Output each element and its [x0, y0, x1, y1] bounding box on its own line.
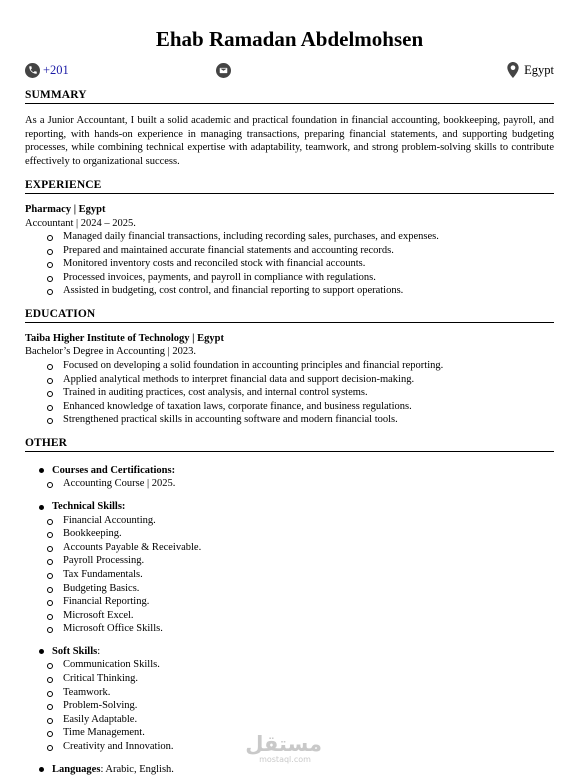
- contact-row: [25, 59, 554, 81]
- list-item: Creativity and Innovation.: [25, 740, 554, 754]
- list-item: Prepared and maintained accurate financial statements and accounting records.: [25, 244, 554, 258]
- other-heading: OTHER: [25, 436, 554, 452]
- languages-label: Languages: [52, 763, 101, 775]
- technical-skills-group: [25, 500, 554, 636]
- experience-org: Pharmacy | Egypt: [25, 204, 106, 215]
- resume-page: [25, 25, 554, 776]
- languages-group: [25, 763, 554, 777]
- list-item: Bookkeeping.: [25, 527, 554, 541]
- courses-list: [25, 477, 554, 491]
- experience-heading: EXPERIENCE: [25, 178, 554, 194]
- list-item: Time Management.: [25, 726, 554, 740]
- watermark-logo: [245, 732, 322, 764]
- list-item: Enhanced knowledge of taxation laws, corporate finance, and business regulations.: [25, 400, 554, 414]
- courses-group: [25, 464, 554, 491]
- watermark-latin: mostaql.com: [259, 755, 311, 764]
- list-item: Communication Skills.: [25, 658, 554, 672]
- summary-section: [25, 88, 554, 168]
- list-item: Trained in auditing practices, cost analysis, and internal control systems.: [25, 386, 554, 400]
- phone-link[interactable]: +201: [43, 62, 69, 77]
- experience-bullets: [25, 230, 554, 298]
- list-item: Monitored inventory costs and reconciled stock with financial accounts.: [25, 257, 554, 271]
- contact-phone: [25, 59, 69, 81]
- list-item: Managed daily financial transactions, including recording sales, purchases, and expenses.: [25, 230, 554, 244]
- languages-value: : Arabic, English.: [100, 763, 174, 775]
- education-bullets: [25, 359, 554, 427]
- education-section: [25, 307, 554, 427]
- languages-line: [25, 763, 554, 777]
- list-item: Microsoft Excel.: [25, 609, 554, 623]
- list-item: Critical Thinking.: [25, 672, 554, 686]
- watermark-arabic: مستقل: [245, 732, 322, 756]
- contact-email: [216, 59, 231, 81]
- list-item: Financial Accounting.: [25, 514, 554, 528]
- contact-location: [505, 59, 554, 81]
- technical-skills-heading: Technical Skills:: [25, 500, 554, 514]
- education-degree: Bachelor’s Degree in Accounting | 2023.: [25, 346, 197, 358]
- education-heading: EDUCATION: [25, 307, 554, 323]
- summary-heading: SUMMARY: [25, 88, 554, 104]
- soft-skills-heading: [25, 645, 554, 659]
- email-icon[interactable]: [216, 63, 231, 78]
- phone-icon: [25, 63, 40, 78]
- experience-role: Accountant | 2024 – 2025.: [25, 217, 136, 229]
- list-item: Microsoft Office Skills.: [25, 622, 554, 636]
- list-item: Problem-Solving.: [25, 699, 554, 713]
- list-item: Assisted in budgeting, cost control, and financial reporting to support operations.: [25, 284, 554, 298]
- experience-section: [25, 178, 554, 298]
- list-item: Strengthened practical skills in accounting software and modern financial tools.: [25, 413, 554, 427]
- location-text: Egypt: [524, 62, 554, 77]
- list-item: Teamwork.: [25, 686, 554, 700]
- list-item: Focused on developing a solid foundation in accounting principles and financial reporting.: [25, 359, 554, 373]
- courses-heading: Courses and Certifications:: [25, 464, 554, 478]
- soft-skills-label: Soft Skills: [52, 645, 98, 657]
- summary-text: As a Junior Accountant, I built a solid academic and practical foundation in financial accounting, bookkeeping, payroll, and reporting, with hands-on experience in managing transactions, preparing financial statements, and supporting budgeting processes, while combining technical expertise with adaptability, teamwork, and strong problem-solving skills to contribute effectively to organizational success.: [25, 115, 554, 167]
- soft-skills-colon: :: [97, 645, 101, 657]
- list-item: Payroll Processing.: [25, 554, 554, 568]
- candidate-name: Ehab Ramadan Abdelmohsen: [155, 27, 424, 51]
- list-item: Financial Reporting.: [25, 595, 554, 609]
- location-pin-icon: [505, 61, 521, 79]
- education-org: Taiba Higher Institute of Technology | Egypt: [25, 332, 224, 344]
- list-item: Processed invoices, payments, and payroll in compliance with regulations.: [25, 271, 554, 285]
- list-item: Accounts Payable & Receivable.: [25, 541, 554, 555]
- other-section: [25, 436, 554, 776]
- technical-skills-list: [25, 514, 554, 636]
- list-item: Budgeting Basics.: [25, 582, 554, 596]
- list-item: Applied analytical methods to interpret financial data and support decision-making.: [25, 373, 554, 387]
- list-item: Easily Adaptable.: [25, 713, 554, 727]
- list-item: Accounting Course | 2025.: [25, 477, 554, 491]
- list-item: Tax Fundamentals.: [25, 568, 554, 582]
